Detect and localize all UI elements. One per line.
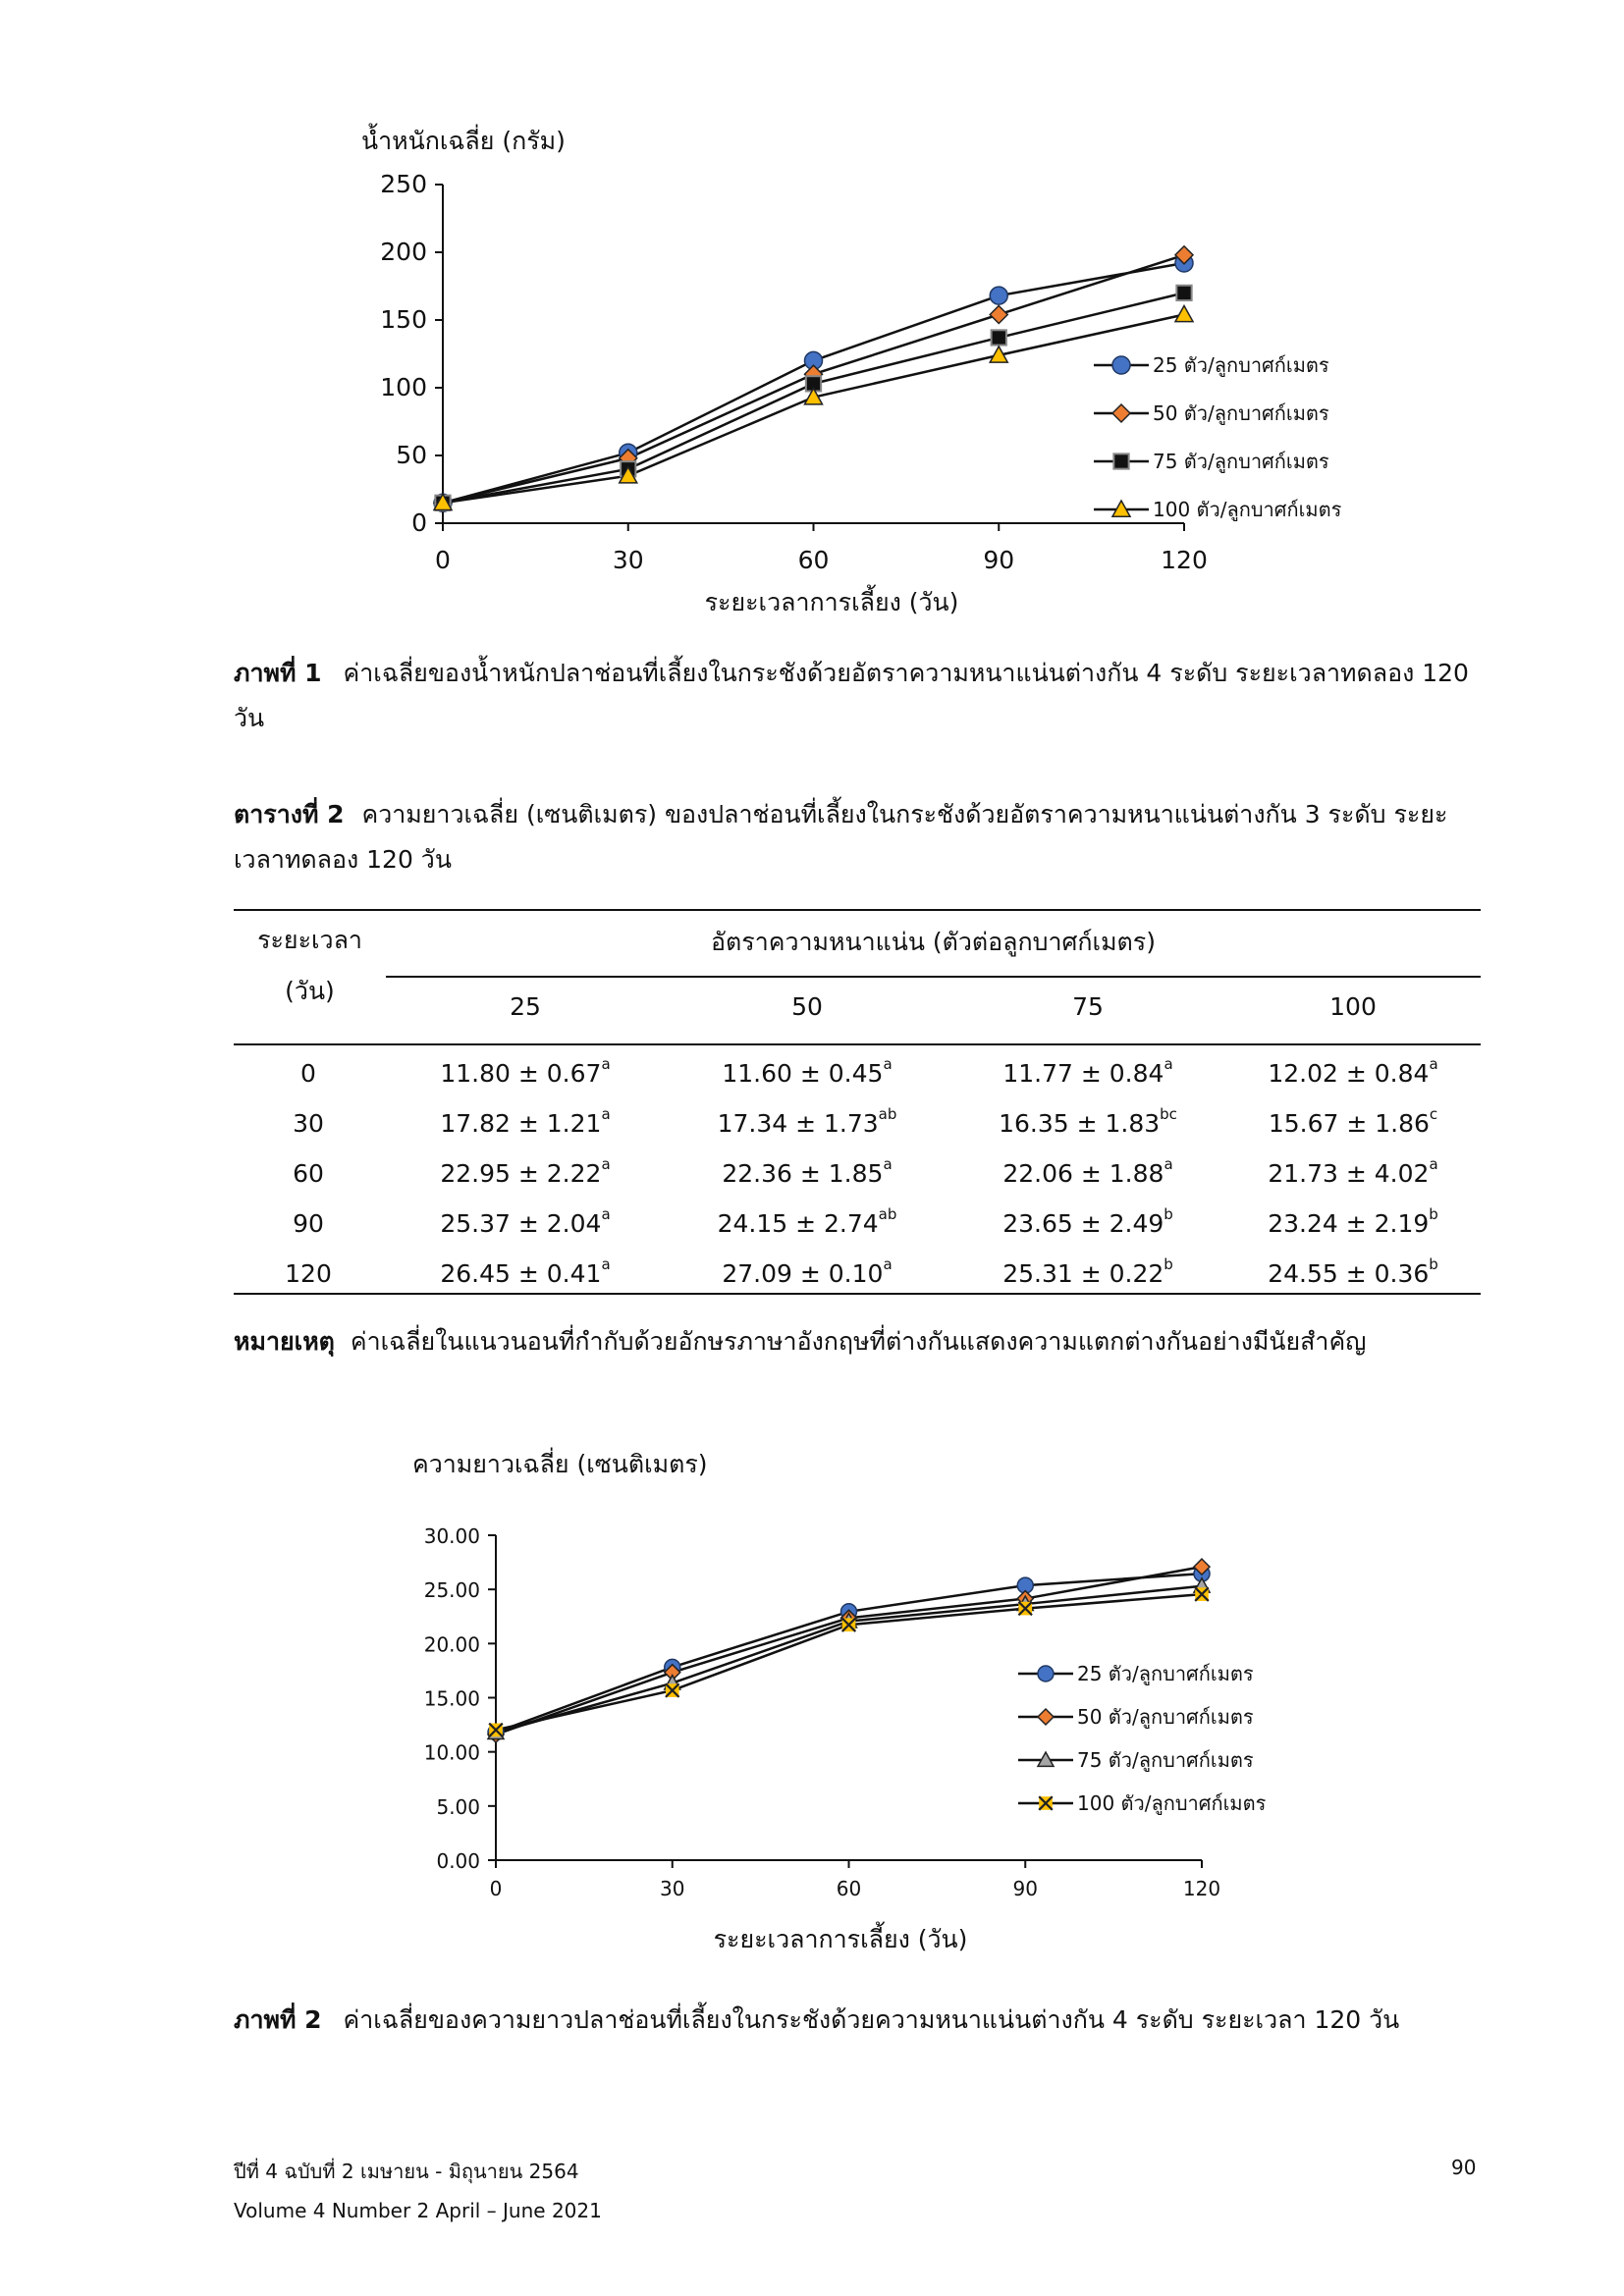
weight-chart (0, 0, 1624, 628)
figure-2 (0, 1423, 1624, 1973)
data-point (990, 287, 1007, 304)
footer-thai: ปีที่ 4 ฉบับที่ 2 เมษายน - มิถุนายน 2564 (234, 2160, 579, 2183)
legend-marker (1039, 1796, 1053, 1810)
length-value: 11.77 ± 0.84$^a$ (1002, 1055, 1173, 1088)
legend-label: 75 ตัว/ลูกบาศก์เมตร (1153, 450, 1329, 473)
table-group-rule (386, 976, 1481, 978)
length-value: 11.60 ± 0.45$^a$ (722, 1055, 893, 1088)
data-point (1175, 305, 1193, 321)
data-point (990, 305, 1007, 323)
density-header: 75 (1072, 992, 1104, 1021)
row-day: 30 (293, 1109, 324, 1138)
legend-marker (1038, 1709, 1054, 1725)
y-tick-label: 15.00 (423, 1686, 480, 1711)
length-value: 15.67 ± 1.86$^c$ (1268, 1105, 1438, 1138)
length-value: 12.02 ± 0.84$^a$ (1268, 1055, 1438, 1088)
significance-letter: ab (878, 1205, 897, 1223)
x-tick-label: 120 (1182, 1877, 1221, 1900)
table-title-text: ความยาวเฉลี่ย (เซนติเมตร) ของปลาช่อนที่เลี้ยงในกระชังด้วยอัตราความหนาแน่นต่างกัน 3 ระดับ ระยะเวลาทดลอง 120 วัน (234, 800, 1448, 874)
length-value: 24.55 ± 0.36$^b$ (1268, 1255, 1438, 1288)
length-value: 17.82 ± 1.21$^a$ (440, 1105, 611, 1138)
y-tick-label: 20.00 (423, 1632, 480, 1657)
significance-letter: c (1429, 1105, 1438, 1123)
x-tick-label: 90 (1012, 1877, 1038, 1900)
y-axis-label: น้ำหนักเฉลี่ย (กรัม) (361, 127, 566, 155)
y-tick-label: 200 (380, 238, 427, 266)
legend-label: 25 ตัว/ลูกบาศก์เมตร (1153, 353, 1329, 377)
y-tick-label: 30.00 (423, 1524, 480, 1548)
length-value: 23.65 ± 2.49$^b$ (1002, 1205, 1173, 1238)
table-header-density: อัตราความหนาแน่น (ตัวต่อลูกบาศก์เมตร) (711, 928, 1156, 956)
data-point (489, 1724, 503, 1737)
row-day: 0 (300, 1059, 316, 1088)
table-note (234, 1319, 1481, 1364)
footer-english: Volume 4 Number 2 April – June 2021 (234, 2199, 602, 2222)
table-header-rule (234, 1043, 1481, 1045)
length-value: 22.95 ± 2.22$^a$ (440, 1155, 611, 1188)
legend-marker (1038, 1666, 1054, 1682)
significance-letter: a (601, 1105, 611, 1123)
length-value: 22.36 ± 1.85$^a$ (722, 1155, 893, 1188)
y-axis-label: ความยาวเฉลี่ย (เซนติเมตร) (412, 1450, 708, 1478)
row-day: 60 (293, 1159, 324, 1188)
y-tick-label: 0.00 (436, 1849, 480, 1873)
significance-letter: a (1164, 1055, 1173, 1073)
data-point (1018, 1602, 1032, 1616)
table-title-label: ตารางที่ 2 (234, 800, 345, 828)
length-value: 17.34 ± 1.73$^{ab}$ (717, 1105, 897, 1138)
legend-label: 100 ตัว/ลูกบาศก์เมตร (1077, 1791, 1267, 1815)
caption-text: ค่าเฉลี่ยของน้ำหนักปลาช่อนที่เลี้ยงในกระชังด้วยอัตราความหนาแน่นต่างกัน 4 ระดับ ระยะเวลาทดลอง 120 วัน (234, 659, 1469, 732)
figure-2-caption (234, 1998, 1481, 2043)
significance-letter: b (1164, 1205, 1173, 1223)
header-period-line2: (วัน) (285, 977, 335, 1005)
data-point (1195, 1587, 1209, 1601)
y-tick-label: 25.00 (423, 1578, 480, 1603)
x-axis-label: ระยะเวลาการเลี้ยง (วัน) (704, 588, 959, 616)
significance-letter: a (883, 1055, 893, 1073)
length-value: 21.73 ± 4.02$^a$ (1268, 1155, 1438, 1188)
density-header: 50 (791, 992, 823, 1021)
table-top-rule (234, 909, 1481, 911)
x-tick-label: 120 (1161, 546, 1208, 574)
x-tick-label: 60 (797, 546, 830, 574)
x-tick-label: 60 (836, 1877, 862, 1900)
significance-letter: a (883, 1155, 893, 1173)
figure-1 (0, 0, 1624, 628)
significance-letter: a (601, 1255, 611, 1273)
y-tick-label: 50 (396, 441, 427, 469)
table-bottom-rule (234, 1293, 1481, 1295)
significance-letter: a (601, 1205, 611, 1223)
legend-label: 50 ตัว/ลูกบาศก์เมตร (1153, 401, 1329, 425)
length-value: 26.45 ± 0.41$^a$ (440, 1255, 611, 1288)
length-value: 22.06 ± 1.88$^a$ (1002, 1155, 1173, 1188)
length-value: 11.80 ± 0.67$^a$ (440, 1055, 611, 1088)
row-day: 120 (285, 1259, 332, 1288)
y-tick-label: 10.00 (423, 1740, 480, 1765)
x-tick-label: 0 (489, 1877, 503, 1900)
length-value: 25.37 ± 2.04$^a$ (440, 1205, 611, 1238)
figure-1-caption (234, 651, 1481, 741)
caption-text: ค่าเฉลี่ยของความยาวปลาช่อนที่เลี้ยงในกระชังด้วยความหนาแน่นต่างกัน 4 ระดับ ระยะเวลา 120 วัน (343, 2005, 1400, 2034)
y-tick-label: 5.00 (436, 1794, 480, 1819)
significance-letter: a (601, 1055, 611, 1073)
density-header: 100 (1329, 992, 1377, 1021)
length-value: 27.09 ± 0.10$^a$ (722, 1255, 893, 1288)
data-point (1176, 286, 1191, 300)
density-header: 25 (510, 992, 541, 1021)
significance-letter: a (1429, 1055, 1438, 1073)
length-value: 25.31 ± 0.22$^b$ (1002, 1255, 1173, 1288)
note-label: หมายเหตุ (234, 1327, 335, 1356)
significance-letter: bc (1160, 1105, 1177, 1123)
length-value: 23.24 ± 2.19$^b$ (1268, 1205, 1438, 1238)
x-axis-label: ระยะเวลาการเลี้ยง (วัน) (713, 1925, 968, 1953)
length-value: 24.15 ± 2.74$^{ab}$ (717, 1205, 897, 1238)
significance-letter: b (1429, 1255, 1438, 1273)
significance-letter: a (1164, 1155, 1173, 1173)
significance-letter: a (883, 1255, 893, 1273)
caption-label: ภาพที่ 2 (234, 2005, 322, 2034)
length-chart (0, 1423, 1624, 1973)
x-tick-label: 90 (983, 546, 1015, 574)
table-2-title (234, 792, 1481, 882)
significance-letter: a (601, 1155, 611, 1173)
length-value: 16.35 ± 1.83$^{bc}$ (999, 1105, 1177, 1138)
page-number: 90 (1451, 2156, 1477, 2179)
y-tick-label: 100 (380, 373, 427, 401)
data-point (992, 330, 1006, 345)
significance-letter: ab (878, 1105, 897, 1123)
legend-label: 25 ตัว/ลูกบาศก์เมตร (1077, 1662, 1254, 1685)
y-tick-label: 150 (380, 305, 427, 334)
legend-marker (1112, 404, 1130, 422)
legend-label: 75 ตัว/ลูกบาศก์เมตร (1077, 1748, 1254, 1772)
significance-letter: b (1429, 1205, 1438, 1223)
data-point (666, 1683, 679, 1697)
series-line (443, 314, 1184, 503)
significance-letter: b (1164, 1255, 1173, 1273)
legend-label: 50 ตัว/ลูกบาศก์เมตร (1077, 1705, 1254, 1729)
legend-marker (1113, 454, 1128, 468)
row-day: 90 (293, 1209, 324, 1238)
x-tick-label: 0 (435, 546, 451, 574)
table-header-period (234, 921, 386, 1011)
note-text: ค่าเฉลี่ยในแนวนอนที่กำกับด้วยอักษรภาษาอังกฤษที่ต่างกันแสดงความแตกต่างกันอย่างมีนัยสำคัญ (350, 1327, 1367, 1356)
caption-label: ภาพที่ 1 (234, 659, 322, 687)
significance-letter: a (1429, 1155, 1438, 1173)
y-tick-label: 0 (411, 508, 427, 537)
x-tick-label: 30 (660, 1877, 685, 1900)
legend-label: 100 ตัว/ลูกบาศก์เมตร (1153, 498, 1342, 521)
y-tick-label: 250 (380, 170, 427, 198)
legend-marker (1112, 356, 1130, 374)
data-point (842, 1618, 856, 1631)
header-period-line1: ระยะเวลา (257, 926, 362, 954)
x-tick-label: 30 (612, 546, 644, 574)
